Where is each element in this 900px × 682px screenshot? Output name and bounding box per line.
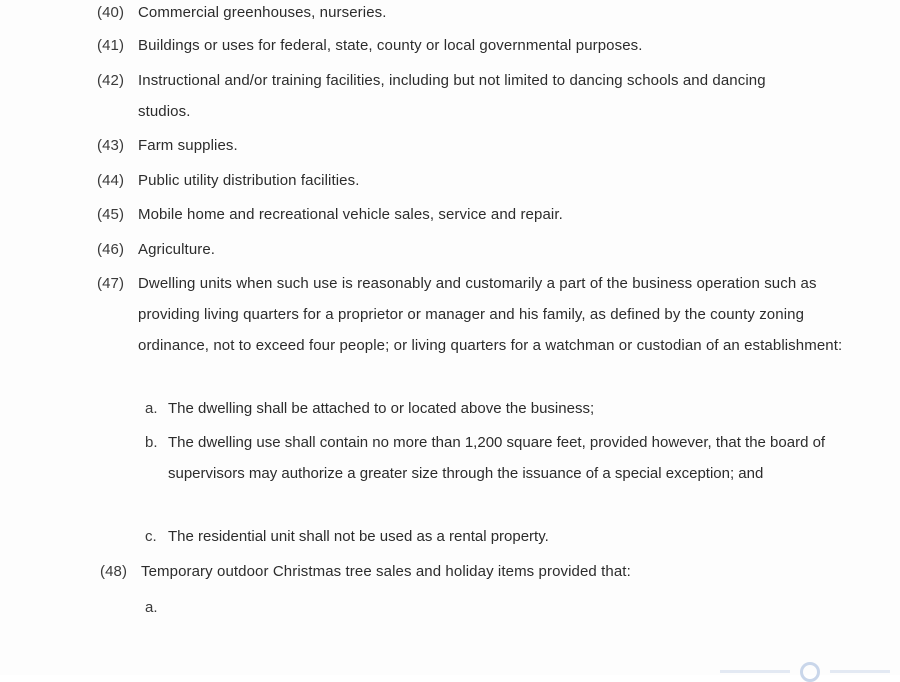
- sub-item-text: The residential unit shall not be used as a rental property.: [168, 528, 549, 545]
- sub-item-text: The dwelling shall be attached to or located above the business;: [168, 400, 595, 417]
- list-item-44: [97, 165, 867, 196]
- sub-item-47c: [145, 521, 845, 552]
- list-item-45: [97, 199, 867, 230]
- item-text: Public utility distribution facilities.: [138, 172, 360, 189]
- item-number: (44): [97, 172, 125, 189]
- sub-item-letter: a.: [145, 400, 158, 417]
- item-text: Farm supplies.: [138, 137, 238, 154]
- list-item-46: [97, 234, 867, 265]
- item-text: Temporary outdoor Christmas tree sales and holiday items provided that:: [141, 563, 631, 580]
- list-item-43: [97, 130, 867, 161]
- item-text: Instructional and/or training facilities, including but not limited to dancing schools and dancing studios.: [138, 72, 766, 120]
- item-number: (48): [100, 563, 128, 580]
- sub-item-letter: b.: [145, 434, 158, 451]
- item-number: (45): [97, 206, 125, 223]
- item-number: (47): [97, 275, 125, 292]
- item-number: (46): [97, 241, 125, 258]
- item-text: Dwelling units when such use is reasonably and customarily a part of the business operation such as providing living quarters for a proprietor or manager and his family, as defined by the county zoning ordinance, not to exceed four people; or living quarters for a watchman or custodian of an establishment:: [138, 275, 843, 354]
- item-text: Buildings or uses for federal, state, county or local governmental purposes.: [138, 37, 643, 54]
- item-text: Agriculture.: [138, 241, 216, 258]
- item-number: (43): [97, 137, 125, 154]
- list-item-41: [97, 30, 867, 61]
- scan-artifact-circle: [800, 662, 820, 682]
- scan-artifact: [830, 670, 890, 673]
- sub-item-letter: c.: [145, 528, 157, 545]
- item-text: Mobile home and recreational vehicle sales, service and repair.: [138, 206, 563, 223]
- item-number: (42): [97, 72, 125, 89]
- list-item-40: [97, 0, 867, 28]
- sub-item-text: The dwelling use shall contain no more than 1,200 square feet, provided however, that the board of supervisors may authorize a greater size through the issuance of a special exception; and: [168, 434, 826, 482]
- item-number: (40): [97, 4, 125, 21]
- list-item-47: [97, 268, 862, 361]
- list-item-48: [100, 556, 870, 587]
- sub-item-47a: [145, 393, 845, 424]
- scan-artifact: [720, 670, 790, 673]
- list-item-42: [97, 65, 817, 127]
- sub-item-47b: [145, 427, 835, 489]
- item-text: Commercial greenhouses, nurseries.: [138, 4, 387, 21]
- sub-item-letter: a.: [145, 599, 158, 616]
- item-number: (41): [97, 37, 125, 54]
